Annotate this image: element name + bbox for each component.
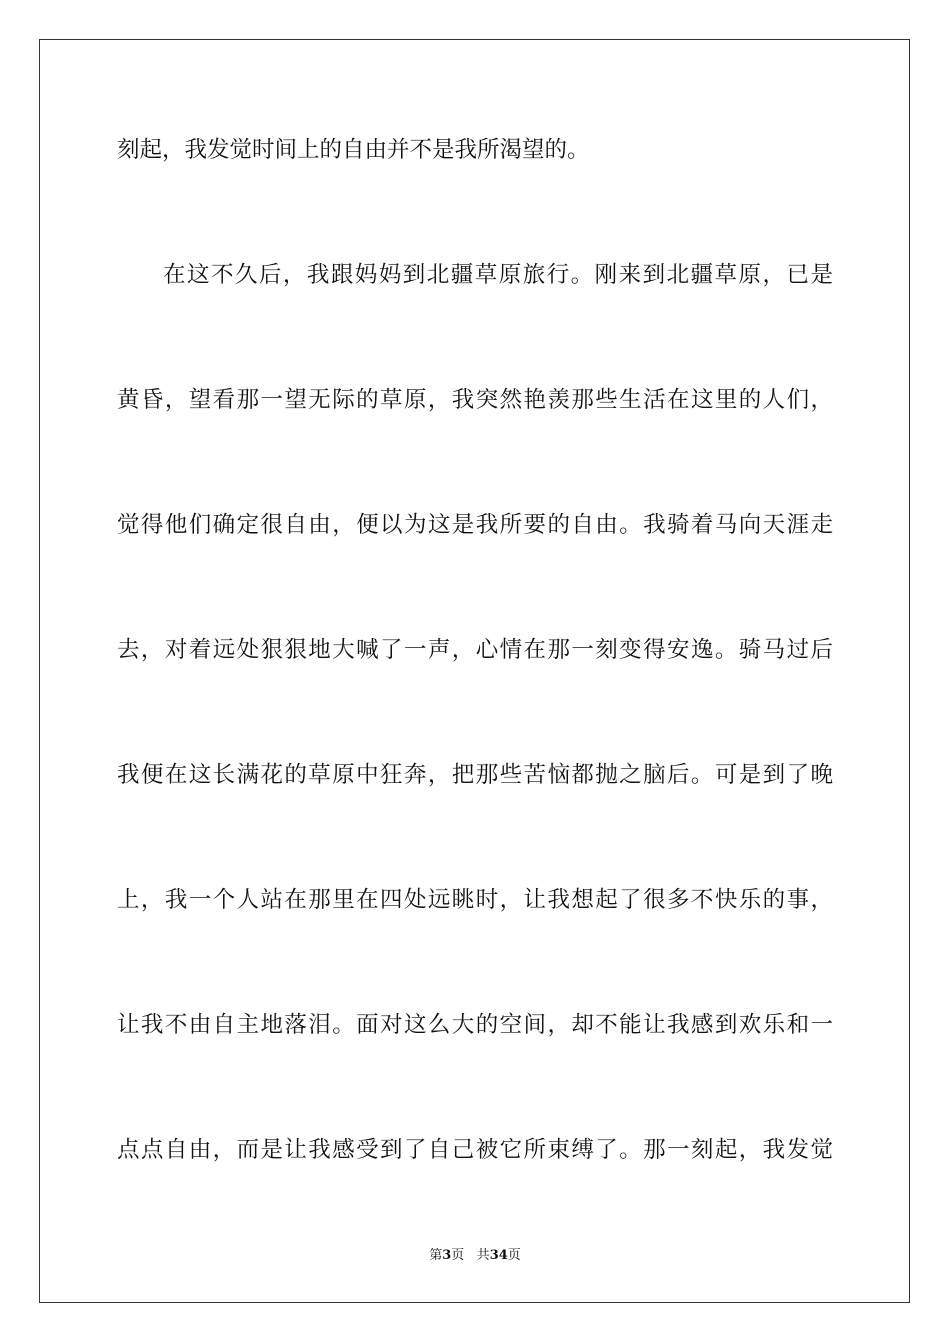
text-line-8: 让我不由自主地落泪。面对这么大的空间，却不能让我感到欢乐和一: [117, 1012, 833, 1038]
text-line-7: 上，我一个人站在那里在四处远眺时，让我想起了很多不快乐的事，: [117, 887, 833, 913]
page-number: 3: [442, 1248, 452, 1263]
total-suffix: 页: [507, 1248, 521, 1263]
text-line-3: 黄昏，望看那一望无际的草原，我突然艳羡那些生活在这里的人们，: [117, 387, 833, 413]
total-prefix: 共: [476, 1248, 490, 1263]
page-footer: [0, 1247, 950, 1265]
text-line-9: 点点自由，而是让我感受到了自己被它所束缚了。那一刻起，我发觉: [117, 1137, 833, 1163]
page-suffix: 页: [451, 1248, 465, 1263]
text-line-6: 我便在这长满花的草原中狂奔，把那些苦恼都抛之脑后。可是到了晚: [117, 762, 833, 788]
text-line-4: 觉得他们确定很自由，便以为这是我所要的自由。我骑着马向天涯走: [117, 512, 833, 538]
page-border: [39, 39, 910, 1303]
total-pages: 34: [489, 1248, 508, 1263]
text-line-5: 去，对着远处狠狠地大喊了一声，心情在那一刻变得安逸。骑马过后: [117, 637, 833, 663]
page-prefix: 第: [429, 1248, 443, 1263]
text-line-2: 在这不久后，我跟妈妈到北疆草原旅行。刚来到北疆草原，已是: [163, 262, 833, 288]
text-line-1: 刻起，我发觉时间上的自由并不是我所渴望的。: [117, 137, 590, 163]
